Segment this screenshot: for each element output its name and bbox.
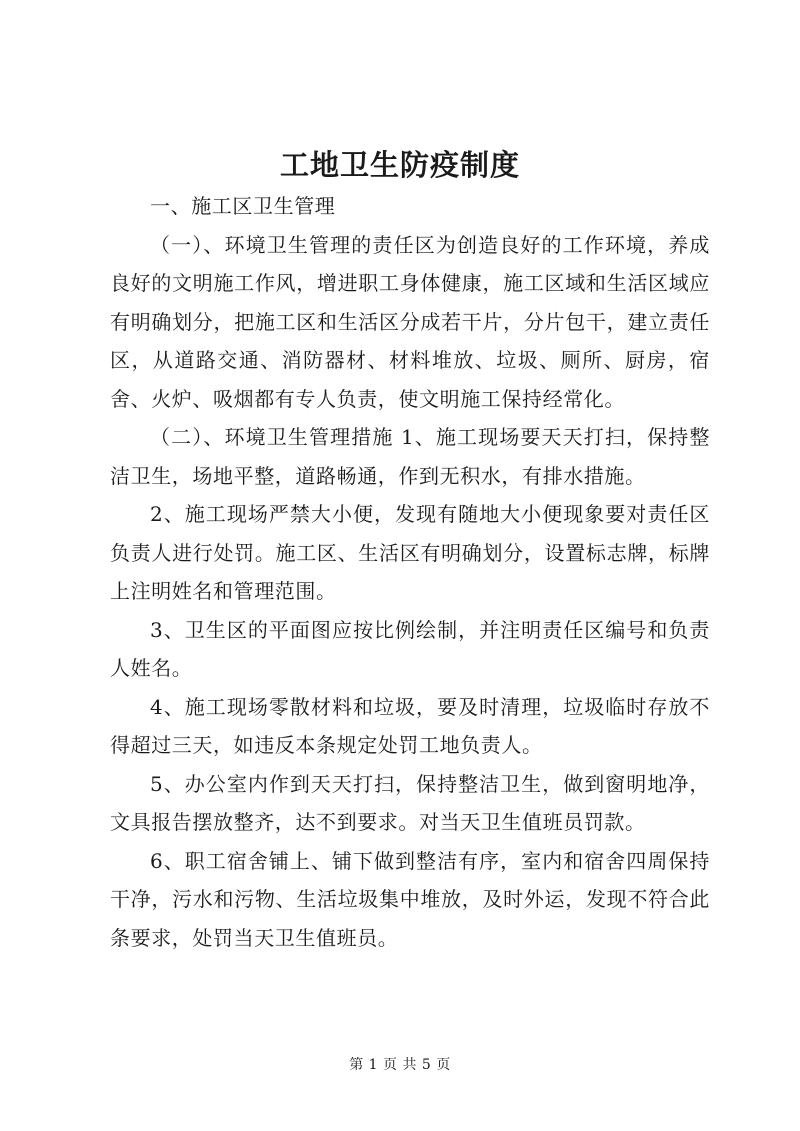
page-footer: 第 1 页 共 5 页 — [349, 1057, 451, 1073]
paragraph-6: 5、办公室内作到天天打扫，保持整洁卫生，做到窗明地净，文具报告摆放整齐，达不到要求。对当天卫生值班员罚款。 — [110, 771, 710, 834]
document-title: 工地卫生防疫制度 — [279, 148, 520, 182]
section-heading: 一、施工区卫生管理 — [150, 194, 336, 218]
paragraph-2: （二）、环境卫生管理措施 1、施工现场要天天打扫，保持整洁卫生，场地平整，道路畅通，作到无积水，有排水措施。 — [110, 425, 710, 488]
paragraph-1: （一）、环境卫生管理的责任区为创造良好的工作环境，养成良好的文明施工作风，增进职工身体健康，施工区域和生活区域应有明确划分，把施工区和生活区分成若干片，分片包干，建立责任区，从道路交通、消防器材、材料堆放、垃圾、厕所、厨房，宿舍、火炉、吸烟都有专人负责，使文明施工保持经常化。 — [110, 232, 710, 411]
paragraph-3: 2、施工现场严禁大小便，发现有随地大小便现象要对责任区负责人进行处罚。施工区、生活区有明确划分，设置标志牌，标牌上注明姓名和管理范围。 — [110, 502, 710, 603]
paragraph-7: 6、职工宿舍铺上、铺下做到整洁有序，室内和宿舍四周保持干净，污水和污物、生活垃圾集中堆放，及时外运，发现不符合此条要求，处罚当天卫生值班员。 — [110, 848, 710, 950]
paragraph-5: 4、施工现场零散材料和垃圾，要及时清理，垃圾临时存放不得超过三天，如违反本条规定处罚工地负责人。 — [110, 694, 710, 757]
document-body — [110, 187, 710, 957]
paragraph-4: 3、卫生区的平面图应按比例绘制，并注明责任区编号和负责人姓名。 — [110, 617, 710, 680]
